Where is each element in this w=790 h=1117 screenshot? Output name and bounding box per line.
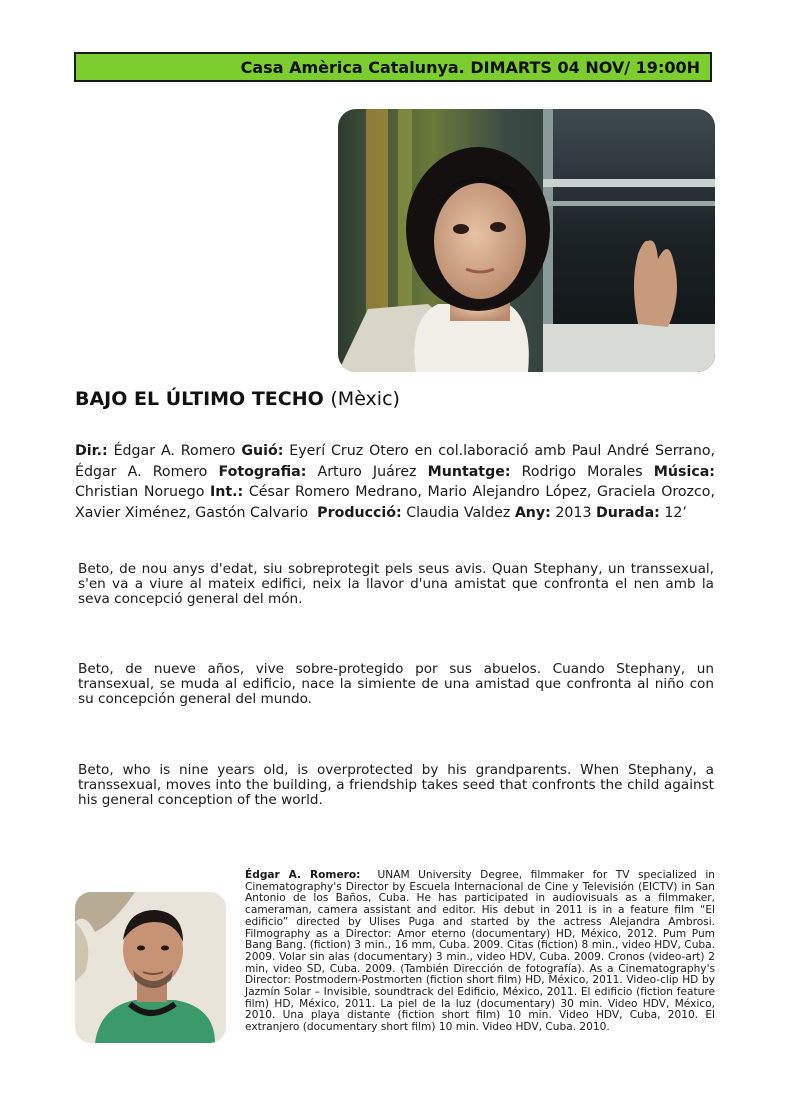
credit-any: 2013 [555,504,592,521]
director-bio [245,870,715,1034]
credit-muntatge: Rodrigo Morales [521,463,643,480]
credit-label-foto: Fotografia: [218,463,307,480]
synopsis-catalan: Beto, de nou anys d'edat, siu sobreprotegit pels seus avis. Quan Stephany, un transsexual, s'en va a viure al mateix edifici, neix la llavor d'una amistat que confronta el nen amb la seva concepció general del món. [78,561,714,607]
film-credits [75,441,715,523]
director-name: Édgar A. Romero [245,869,357,881]
credit-produccio: Claudia Valdez [406,504,511,521]
film-country: (Mèxic) [330,388,400,410]
director-bio-text: UNAM University Degree, filmmaker for TV specialized in Cinematography's Director by Escuela Internacional de Cine y Televisión (EICTV) in San Antonio de los Baños, Cuba. He has participated in audiovisuals as a filmmaker, cameraman, camera assistant and editor. His debut in 2011 is in a feature film “El edificio” directed by Ulises Puga and started by the actress Alejandra Ambrosi. Filmography as a Director: Amor eterno (documentary) HD, México, 2012. Pum Pum Bang Bang. (fiction) 3 min., 16 mm, Cuba. 2009. Citas (fiction) 8 min., video HDV, Cuba. 2009. Volar sin alas (documentary) 3 min., video HDV, Cuba. 2009. Cronos (video-art) 2 min, video SD, Cuba. 2009. (También Dirección de fotografía). As a Cinematography's Director: Postmodern-Postmorten (fiction short film) HD, México, 2011. Video-clip HD by Jazmín Solar – Invisible, soundtrack del Edificio, México, 2011. El edificio (fiction feature film) HD, México, 2011. La piel de la luz (documentary) 30 min. Video HDV, México, 2010. Una playa distante (fiction short film) 10 min. Video HDV, Cuba, 2010. El extranjero (documentary short film) 10 min. Video HDV, Cuba. 2010. [245,869,715,1034]
film-title [75,388,400,410]
director-portrait-image [75,892,226,1043]
event-banner-text: Casa Amèrica Catalunya. DIMARTS 04 NOV/ 19:00H [240,57,700,77]
credit-label-dir: Dir.: [75,443,108,459]
film-title-text: BAJO EL ÚLTIMO TECHO [75,388,324,410]
credit-label-muntatge: Muntatge: [427,463,511,480]
credit-label-int: Int.: [210,484,244,500]
synopsis-english: Beto, who is nine years old, is overprotected by his grandparents. When Stephany, a transsexual, moves into the building, a friendship takes seed that confronts the child against his general conception of the world. [78,762,714,808]
credit-label-produccio: Producció: [317,504,402,521]
film-still-image [338,109,715,372]
credit-label-any: Any: [514,504,551,521]
credit-label-musica: Música: [653,463,715,480]
credit-musica: Christian Noruego [75,484,205,500]
synopsis-spanish: Beto, de nueve años, vive sobre-protegido por sus abuelos. Cuando Stephany, un transexual, se muda al edificio, nace la simiente de una amistad que confronta al niño con su concepción general del mundo. [78,661,714,707]
credit-durada: 12’ [664,504,687,521]
credit-label-durada: Durada: [595,504,660,521]
credit-guio: Eyerí Cruz Otero en col.laboració amb Paul André Serrano, Édgar A. Romero [75,443,716,480]
event-banner [74,52,712,82]
credit-foto: Arturo Juárez [317,463,417,480]
credit-label-guio: Guió: [241,443,284,459]
credit-int: César Romero Medrano, Mario Alejandro López, Graciela Orozco, Xavier Ximénez, Gastón Calvario [75,484,715,521]
director-name-separator: : [356,869,361,881]
credit-dir: Édgar A. Romero [113,443,236,459]
